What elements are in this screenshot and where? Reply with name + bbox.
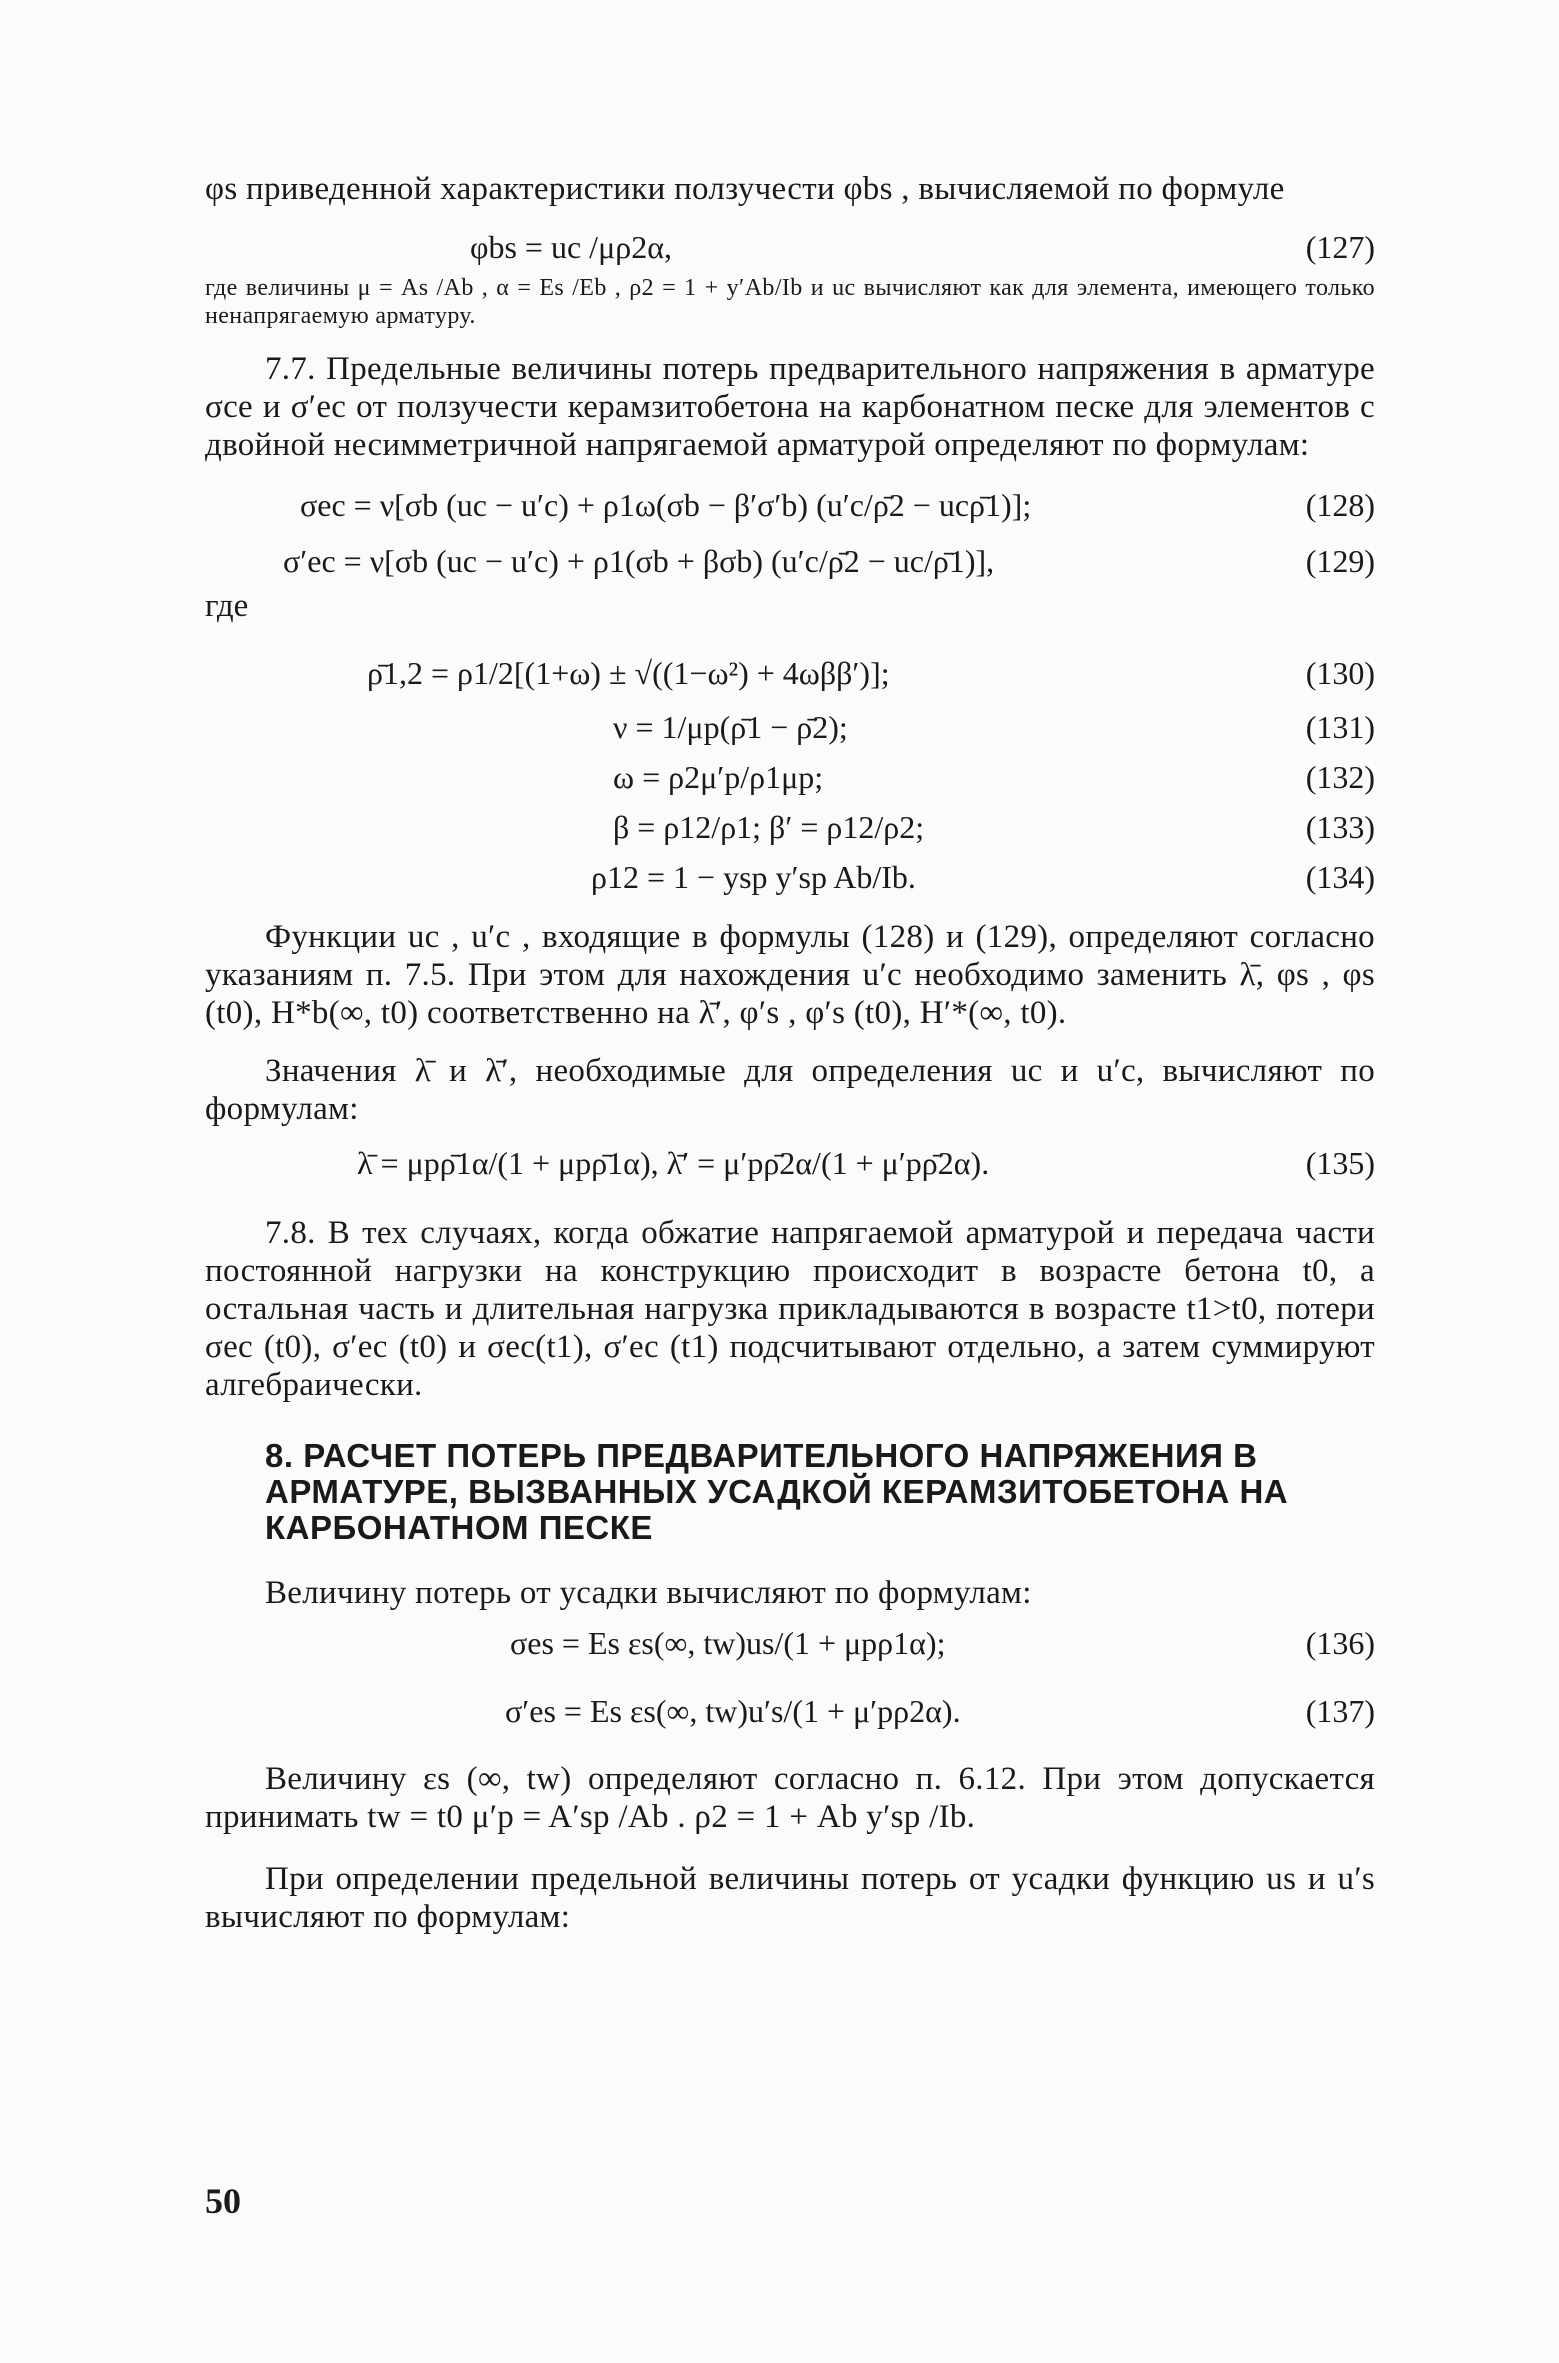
formula-128 [205, 480, 1375, 530]
formula-133 [205, 802, 1375, 852]
formula-number: (128) [1305, 487, 1375, 523]
formula-number: (133) [1305, 809, 1375, 845]
formula-135 [205, 1138, 1375, 1188]
section-heading: 8. РАСЧЕТ ПОТЕРЬ ПРЕДВАРИТЕЛЬНОГО НАПРЯЖЕНИЯ В АРМАТУРЕ, ВЫЗВАННЫХ УСАДКОЙ КЕРАМЗИТОБЕТОНА НА КАРБОНАТНОМ ПЕСКЕ [265, 1437, 1289, 1546]
paragraph-7-7: 7.7. Предельные величины потерь предварительного напряжения в арматуре σce и σ′ec от ползучести керамзитобетона на карбонатном песке для элементов с двойной несимметричной напрягаемой арматурой определяют по формулам: [205, 351, 1375, 463]
where-label: где [205, 588, 249, 624]
paragraph-shrinkage: Величину потерь от усадки вычисляют по формулам: [265, 1575, 1032, 1611]
formula-129 [205, 536, 1375, 586]
formula-expression: λ̄ = μpρ̄1α/(1 + μpρ̄1α), λ̄′ = μ′pρ̄2α/(1 + μ′pρ̄2α). [357, 1145, 990, 1181]
formula-132 [205, 752, 1375, 802]
formula-expression: φbs = uc /μρ2α, [470, 229, 672, 265]
page-number: 50 [205, 2181, 241, 2221]
formula-expression: σec = ν[σb (uc − u′c) + ρ1ω(σb − β′σ′b) (u′c/ρ̄2 − ucρ̄1)]; [300, 487, 1032, 523]
formula-number: (132) [1305, 759, 1375, 795]
formula-number: (136) [1305, 1625, 1375, 1661]
formula-expression: σes = Es εs(∞, tw)us/(1 + μpρ1α); [510, 1625, 946, 1661]
formula-expression: σ′ec = ν[σb (uc − u′c) + ρ1(σb + βσb) (u′c/ρ̄2 − uc/ρ̄1)], [283, 543, 995, 579]
formula-expression: σ′es = Es εs(∞, tw)u′s/(1 + μ′pρ2α). [505, 1693, 961, 1729]
formula-expression: ρ̄1,2 = ρ1/2[(1+ω) ± √((1−ω²) + 4ωββ′)]; [367, 655, 890, 691]
intro-paragraph: φs приведенной характеристики ползучести φbs , вычисляемой по формуле [205, 171, 1285, 207]
paragraph-7-8: 7.8. В тех случаях, когда обжатие напрягаемой арматурой и передача части постоянной нагрузки на конструкцию происходит в возрасте бетона t0, а остальная часть и длительная нагрузка прикладываются в возрасте t1>t0, потери σec (t0), σ′ec (t0) и σec(t1), σ′ec (t1) подсчитывают отдельно, а затем суммируют алгебраически. [205, 1215, 1375, 1403]
formula-136 [205, 1618, 1375, 1668]
page-content [205, 170, 1375, 1936]
paragraph-epsilon: Величину εs (∞, tw) определяют согласно п. 6.12. При этом допускается принимать tw = t0 μ′p = A′sp /Ab . ρ2 = 1 + Ab y′sp /Ib. [205, 1761, 1375, 1835]
formula-number: (131) [1305, 709, 1375, 745]
formula-131 [205, 702, 1375, 752]
paragraph-functions: Функции uc , u′c , входящие в формулы (128) и (129), определяют согласно указаниям п. 7.5. При этом для нахождения u′c необходимо заменить λ̄, φs , φs (t0), H*b(∞, t0) соответственно на λ̄′, φ′s , φ′s (t0), H′*(∞, t0). [205, 919, 1375, 1031]
formula-expression: ρ12 = 1 − ysp y′sp Ab/Ib. [591, 859, 916, 895]
formula-number: (127) [1305, 229, 1375, 265]
formula-expression: ω = ρ2μ′p/ρ1μp; [613, 759, 824, 795]
formula-134 [205, 852, 1375, 902]
formula-number: (130) [1305, 655, 1375, 691]
paragraph-lambda: Значения λ̄ и λ̄′, необходимые для определения uc и u′c, вычисляют по формулам: [205, 1053, 1375, 1127]
formula-number: (137) [1305, 1693, 1375, 1729]
formula-number: (134) [1305, 859, 1375, 895]
formula-expression: ν = 1/μp(ρ̄1 − ρ̄2); [613, 709, 848, 745]
formula-number: (129) [1305, 543, 1375, 579]
note-127: где величины μ = As /Ab , α = Es /Eb , ρ2 = 1 + y′Ab/Ib и uc вычисляют как для элемента, имеющего только ненапрягаемую арматуру. [205, 275, 1375, 329]
formula-127 [205, 222, 1375, 272]
paragraph-last: При определении предельной величины потерь от усадки функцию us и u′s вычисляют по формулам: [205, 1861, 1375, 1935]
formula-130 [205, 648, 1375, 698]
formula-expression: β = ρ12/ρ1; β′ = ρ12/ρ2; [613, 809, 925, 845]
formula-137 [205, 1686, 1375, 1736]
formula-number: (135) [1305, 1145, 1375, 1181]
